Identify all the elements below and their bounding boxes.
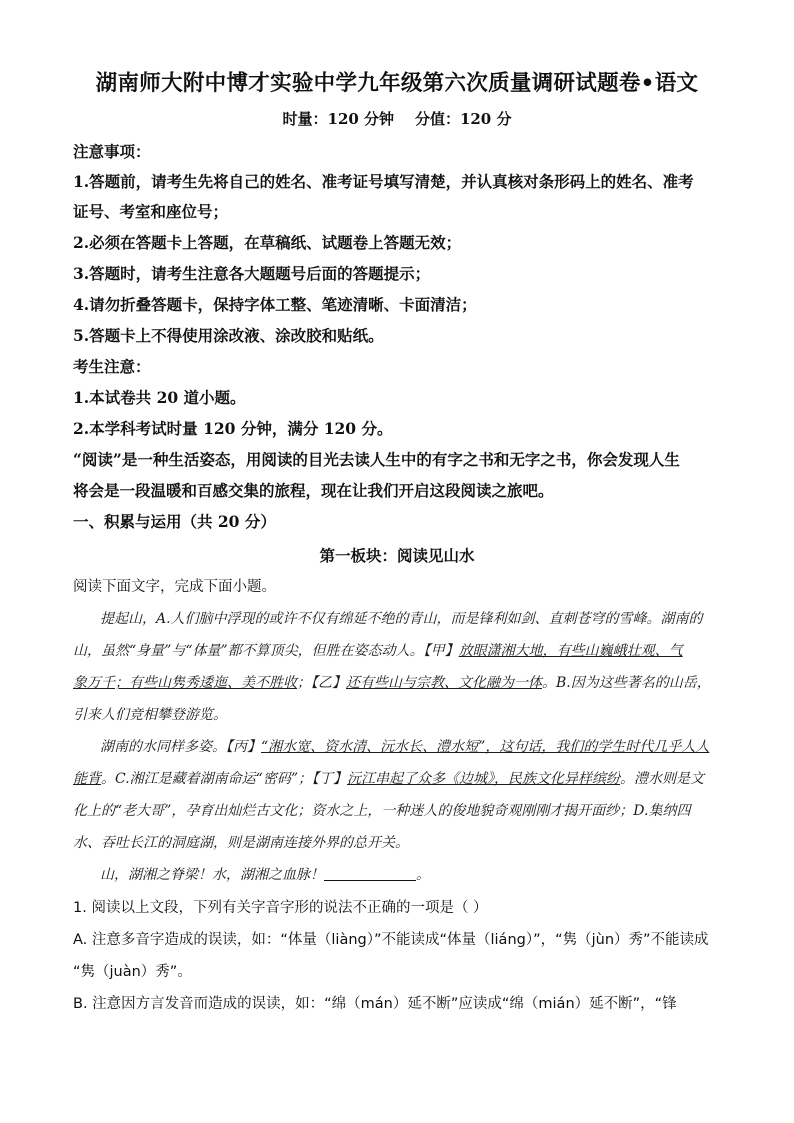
passage-text: 湖南的水同样多姿。【丙】 <box>100 739 261 755</box>
notes-item-3: 3.答题时，请考生注意各大题题号后面的答题提示； <box>73 264 431 283</box>
intro-line-2: 将会是一段温暖和百感交集的旅程，现在让我们开启这段阅读之旅吧。 <box>73 481 554 500</box>
underlined-sentence-jia-cont: 象万千；有些山隽秀逶迤、美不胜收 <box>73 675 297 691</box>
notes-item-4: 4.请勿折叠答题卡，保持字体工整、笔迹清晰、卡面清洁； <box>73 295 477 314</box>
passage-p2-line3: 化上的“老大哥”，孕育出灿烂古文化；资水之上，一种迷人的俊地貌奇观刚刚才揭开面纱；D.集纳四 <box>73 803 691 819</box>
passage-text: 山，湖湘之脊梁！水，湖湘之血脉！ <box>100 867 324 883</box>
passage-text: 。B.因为这些著名的山岳， <box>542 675 711 691</box>
notes-heading: 注意事项： <box>73 142 151 161</box>
question-1-option-a: A. 注意多音字造成的误读，如：“体量（liàng）”不能读成“体量（liáng）”，“隽（jùn）秀”不能读成 <box>73 932 709 948</box>
underlined-sentence-bing-cont: 能背 <box>73 771 101 787</box>
notes-item-2: 2.必须在答题卡上答题，在草稿纸、试题卷上答题无效； <box>73 233 462 252</box>
passage-p2-line2 <box>73 768 721 788</box>
passage-text: ；【乙】 <box>297 675 346 691</box>
candidate-heading: 考生注意： <box>73 357 151 376</box>
page-title: 湖南师大附中博才实验中学九年级第六次质量调研试题卷•语文 <box>95 71 699 96</box>
passage-text: 。澧水则是文 <box>619 771 704 787</box>
intro-line-1: “阅读”是一种生活姿态，用阅读的目光去读人生中的有字之书和无字之书，你会发现人生 <box>73 450 680 469</box>
candidate-item-2: 2.本学科考试时量 120 分钟，满分 120 分。 <box>73 419 393 438</box>
passage-p1-line1: 提起山，A.人们脑中浮现的或许不仅有绵延不绝的青山，而是锋利如剑、直刺苍穹的雪峰。湖南的 <box>100 611 703 627</box>
passage-p3 <box>100 864 748 884</box>
candidate-item-1: 1.本试卷共 20 道小题。 <box>73 388 246 407</box>
notes-item-1: 1.答题前，请考生先将自己的姓名、准考证号填写清楚，并认真核对条形码上的姓名、准考 <box>73 172 694 191</box>
question-1-option-b: B. 注意因方言发音而造成的误读，如：“绵（mán）延不断”应读成“绵（mián）延不断”，“锋 <box>73 996 677 1012</box>
passage-p2-line4: 水、吞吐长江的洞庭湖，则是湖南连接外界的总开关。 <box>73 835 409 851</box>
exam-time-score: 时量：120 分钟 分值：120 分 <box>282 110 512 128</box>
notes-item-5: 5.答题卡上不得使用涂改液、涂改胶和贴纸。 <box>73 326 384 345</box>
question-1-stem: 1. 阅读以上文段，下列有关字音字形的说法不正确的一项是（ ） <box>73 900 488 916</box>
block-title: 第一板块：阅读见山水 <box>319 546 475 565</box>
underlined-sentence-bing: “湘水宽、资水清、沅水长、澧水短”，这句话，我们的学生时代几乎人人 <box>261 739 710 755</box>
passage-text: 山，虽然“身量”与“体量”都不算顶尖，但胜在姿态动人。【甲】 <box>73 643 459 659</box>
passage-text: 。 <box>416 867 430 883</box>
section-title: 一、积累与运用（共 20 分） <box>73 512 276 531</box>
underlined-sentence-jia: 放眼潇湘大地，有些山巍峨壮观、气 <box>458 643 683 659</box>
passage-p1-line4: 引来人们竞相攀登游览。 <box>73 707 227 723</box>
question-1-option-a-cont: “隽（juàn）秀”。 <box>73 964 192 980</box>
notes-item-1-cont: 证号、考室和座位号； <box>73 202 229 221</box>
underlined-sentence-ding: 沅江串起了众多《边城》，民族文化异样缤纷 <box>346 771 620 787</box>
underlined-sentence-yi: 还有些山与宗教、文化融为一体 <box>346 675 542 691</box>
reading-instruction: 阅读下面文字，完成下面小题。 <box>73 579 276 595</box>
answer-blank <box>324 866 416 881</box>
passage-p2-line1 <box>100 736 748 756</box>
passage-p1-line2 <box>73 640 721 660</box>
passage-p1-line3 <box>73 672 721 692</box>
passage-text: 。C.湘江是藏着湖南命运“密码”；【丁】 <box>101 771 347 787</box>
